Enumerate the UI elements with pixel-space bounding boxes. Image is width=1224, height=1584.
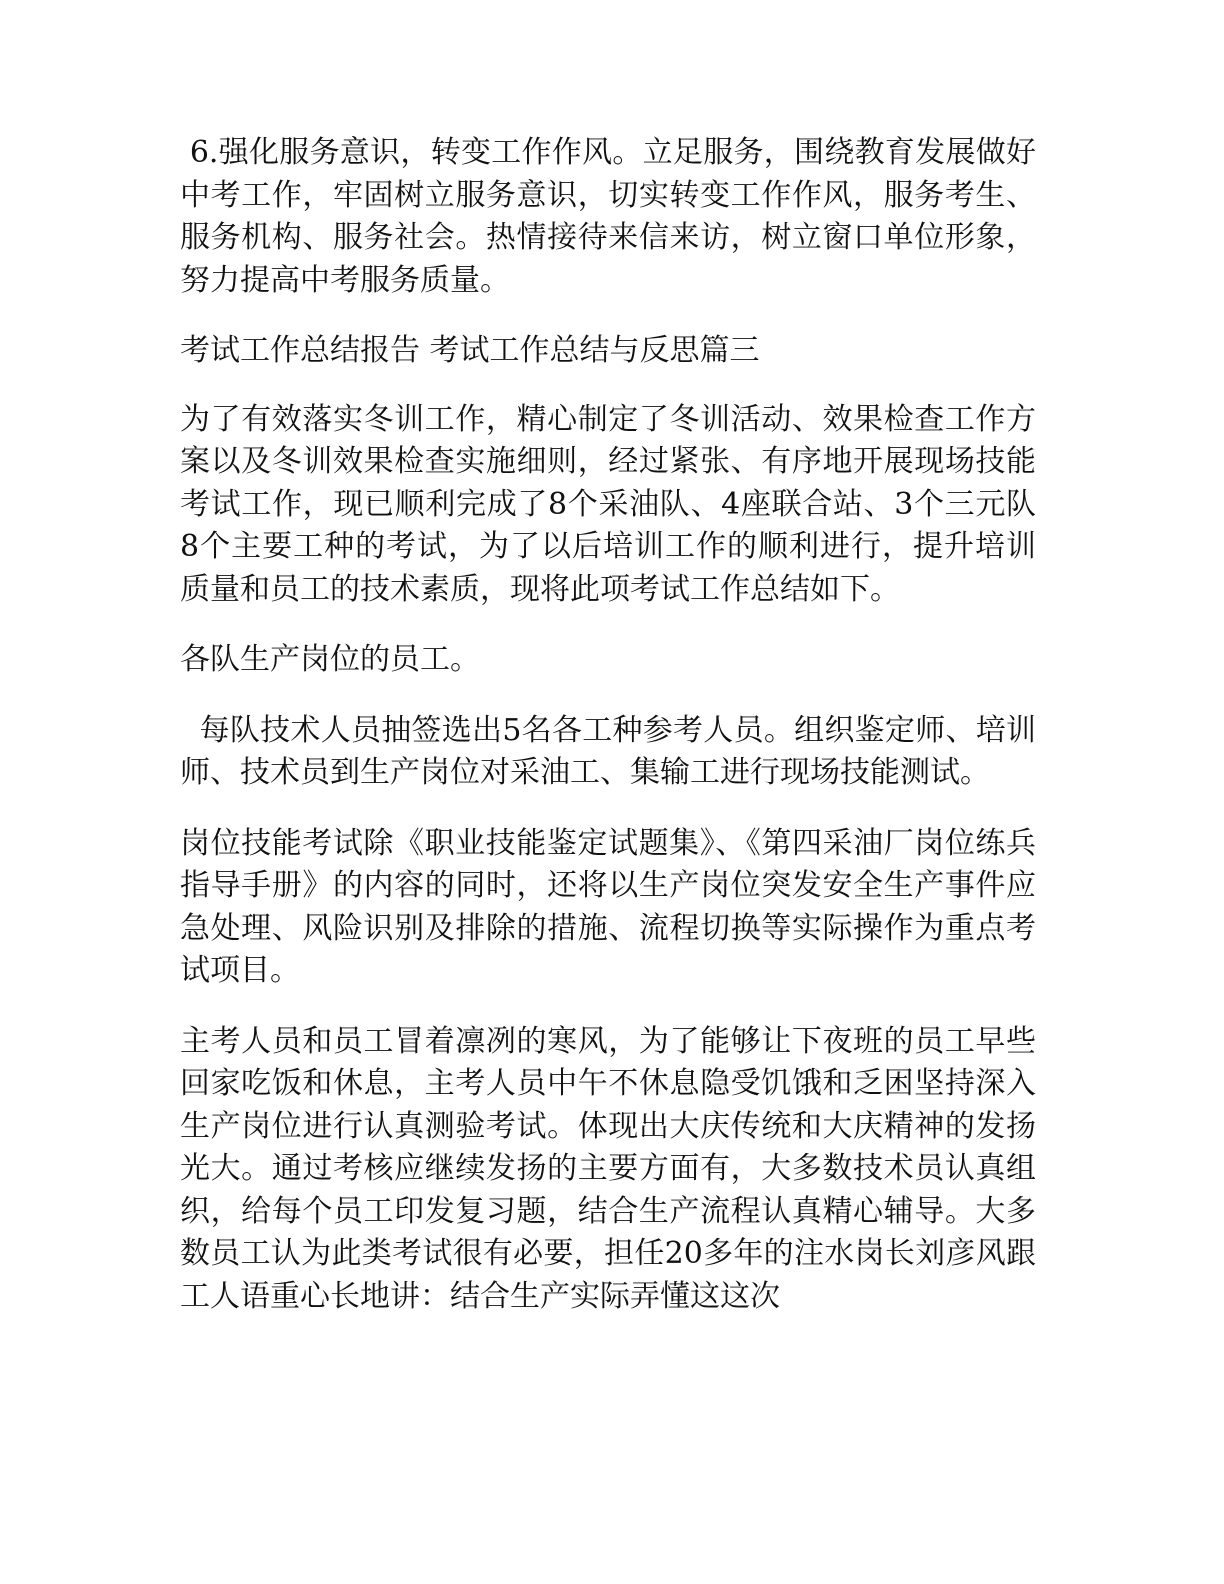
document-body	[180, 132, 1036, 1346]
paragraph-winter-training: 为了有效落实冬训工作，精心制定了冬训活动、效果检查工作方案以及冬训效果检查实施细则，经过紧张、有序地开展现场技能考试工作，现已顺利完成了8个采油队、4座联合站、3个三元队8个主要工种的考试，为了以后培训工作的顺利进行，提升培训质量和员工的技术素质，现将此项考试工作总结如下。	[180, 401, 1036, 607]
section-heading: 考试工作总结报告 考试工作总结与反思篇三	[180, 333, 760, 368]
paragraph-selection: 每队技术人员抽签选出5名各工种参考人员。组织鉴定师、培训师、技术员到生产岗位对采油工、集输工进行现场技能测试。	[180, 712, 1036, 790]
paragraph-exam-content: 岗位技能考试除《职业技能鉴定试题集》、《第四采油厂岗位练兵指导手册》的内容的同时，还将以生产岗位突发安全生产事件应急处理、风险识别及排除的措施、流程切换等实际操作为重点考试项目。	[180, 825, 1036, 988]
paragraph-service-awareness: 6.强化服务意识，转变工作作风。立足服务，围绕教育发展做好中考工作，牢固树立服务意识，切实转变工作作风，服务考生、服务机构、服务社会。热情接待来信来访，树立窗口单位形象，努力提高中考服务质量。	[180, 135, 1036, 298]
paragraph-examiners: 主考人员和员工冒着凛冽的寒风，为了能够让下夜班的员工早些回家吃饭和休息，主考人员中午不休息隐受饥饿和乏困坚持深入生产岗位进行认真测验考试。体现出大庆传统和大庆精神的发扬光大。通过考核应继续发扬的主要方面有，大多数技术员认真组织，给每个员工印发复习题，结合生产流程认真精心辅导。大多数员工认为此类考试很有必要，担任20多年的注水岗长刘彦风跟工人语重心长地讲：结合生产实际弄懂这这次	[180, 1023, 1036, 1314]
paragraph-participants: 各队生产岗位的员工。	[180, 642, 480, 677]
